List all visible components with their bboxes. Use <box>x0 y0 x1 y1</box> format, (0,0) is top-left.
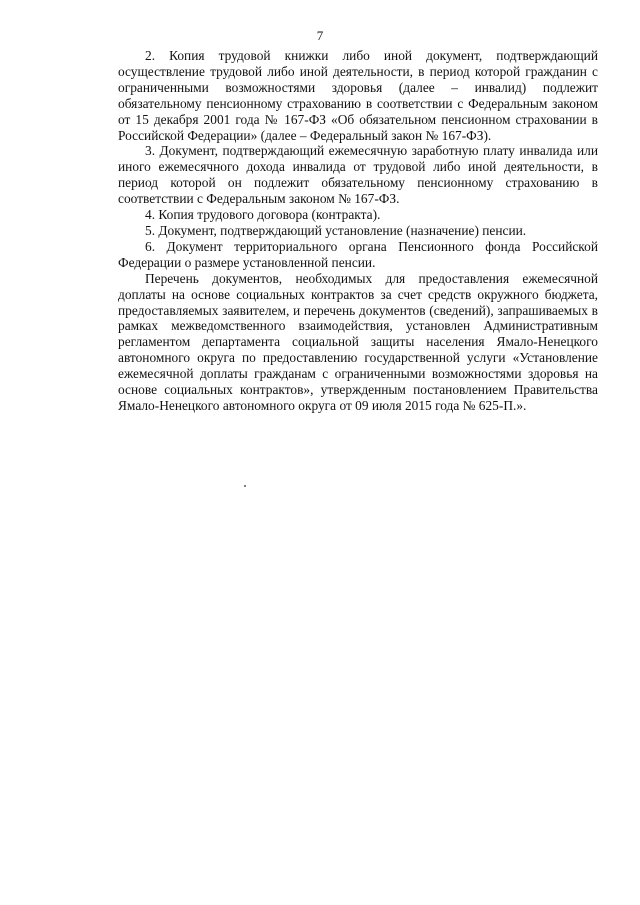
paragraph-item-4: 4. Копия трудового договора (контракта). <box>145 207 381 223</box>
paragraph-item-3: 3. Документ, подтверждающий ежемесячную заработную плату инвалида или иного ежемесячного дохода инвалида от трудовой либо иной деятельности, в период которой он подлежит обязательному пенсионному страхованию в соответствии с Федеральным законом № 167-ФЗ. <box>118 143 598 207</box>
paragraph-document-list: Перечень документов, необходимых для предоставления ежемесячной доплаты на основе социальных контрактов за счет средств окружного бюджета, предоставляемых заявителем, и перечень документов (сведений), запрашиваемых в рамках межведомственного взаимодействия, установлен Административным регламентом департамента социальной защиты населения Ямало-Ненецкого автономного округа по предоставлению государственной услуги «Установление ежемесячной доплаты гражданам с ограниченными возможностями здоровья на основе социальных контрактов», утвержденным постановлением Правительства Ямало-Ненецкого автономного округа от 09 июля 2015 года № 625-П.». <box>118 270 598 413</box>
page-number: 7 <box>316 28 324 43</box>
paragraph-item-5: 5. Документ, подтверждающий установление (назначение) пенсии. <box>145 222 527 238</box>
paragraph-item-2: 2. Копия трудовой книжки либо иной документ, подтверждающий осуществление трудовой либо иной деятельности, в период которой гражданин с ограниченными возможностями здоровья (далее – инвалид) подлежит обязательному пенсионному страхованию в соответствии с Федеральным законом от 15 декабря 2001 года № 167-ФЗ «Об обязательном пенсионном страховании в Российской Федерации» (далее – Федеральный закон № 167-ФЗ). <box>118 48 598 143</box>
paragraph-item-6: 6. Документ территориального органа Пенсионного фонда Российской Федерации о размере установленной пенсии. <box>118 238 598 270</box>
scan-speck <box>244 485 246 487</box>
document-body <box>118 48 598 414</box>
